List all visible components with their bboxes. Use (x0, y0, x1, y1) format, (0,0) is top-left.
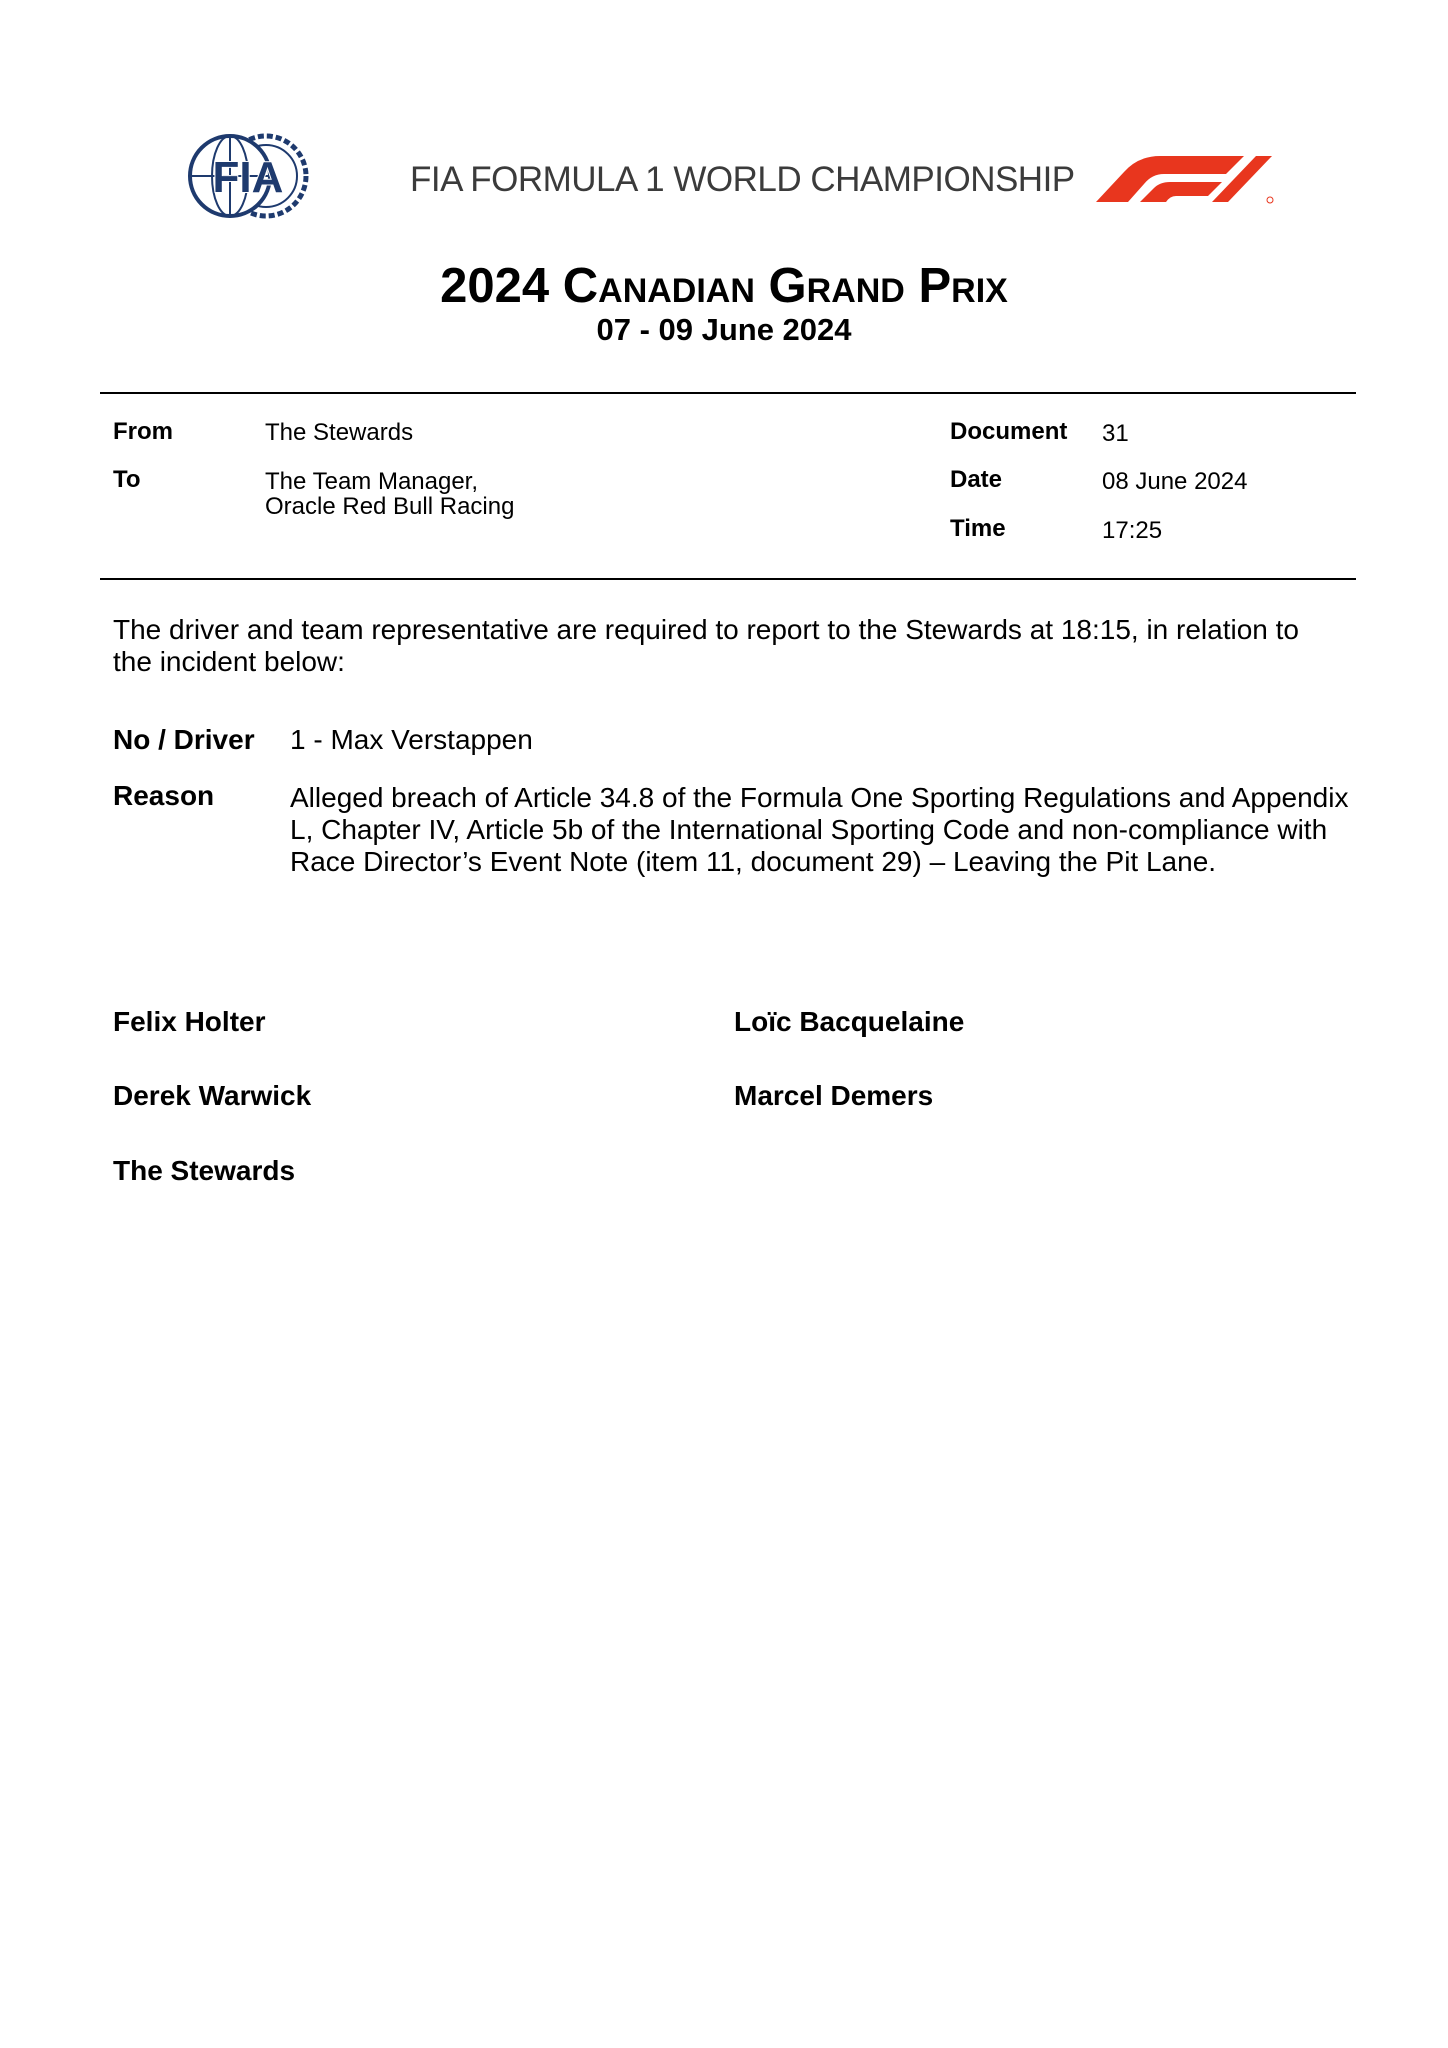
steward-name: Loïc Bacquelaine (734, 1006, 965, 1037)
from-value: The Stewards (265, 419, 414, 446)
driver-label: No / Driver (113, 724, 255, 755)
event-name-part2: Grand (768, 259, 905, 313)
driver-value: 1 - Max Verstappen (290, 724, 533, 755)
document-value: 31 (1102, 420, 1129, 447)
time-label: Time (950, 515, 1006, 542)
event-dates: 07 - 09 June 2024 (596, 312, 852, 347)
stewards-signoff: The Stewards (113, 1155, 296, 1186)
f1-logo-icon (1094, 152, 1274, 204)
date-label: Date (950, 466, 1003, 493)
fia-logo-text: FIA (212, 153, 284, 202)
event-name-part1: Canadian (562, 259, 755, 313)
header-divider (100, 392, 1356, 394)
event-year: 2024 (440, 259, 550, 313)
championship-title: FIA FORMULA 1 WORLD CHAMPIONSHIP (410, 160, 1075, 199)
to-label: To (113, 466, 141, 493)
fia-logo-icon (188, 132, 312, 220)
document-label: Document (950, 418, 1068, 445)
summons-intro: The driver and team representative are required to report to the Stewards at 18:15, in relation to the incident below: (113, 614, 1299, 677)
to-line1: The Team Manager, (265, 468, 479, 495)
reason-value: Alleged breach of Article 34.8 of the Formula One Sporting Regulations and Appendix L, Chapter IV, Article 5b of the International Sporting Code and non-compliance with Race Director’s Event Note (item 11, document 29) – Leaving the Pit Lane. (290, 782, 1349, 877)
to-line2: Oracle Red Bull Racing (265, 493, 515, 520)
time-value: 17:25 (1102, 517, 1163, 544)
date-value: 08 June 2024 (1102, 468, 1248, 495)
meta-divider (100, 578, 1356, 580)
event-title (0, 258, 1448, 314)
from-label: From (113, 418, 173, 445)
steward-name: Derek Warwick (113, 1080, 312, 1111)
reason-label: Reason (113, 780, 215, 811)
steward-name: Marcel Demers (734, 1080, 934, 1111)
event-name-part3: Prix (918, 259, 1008, 313)
steward-name: Felix Holter (113, 1006, 266, 1037)
